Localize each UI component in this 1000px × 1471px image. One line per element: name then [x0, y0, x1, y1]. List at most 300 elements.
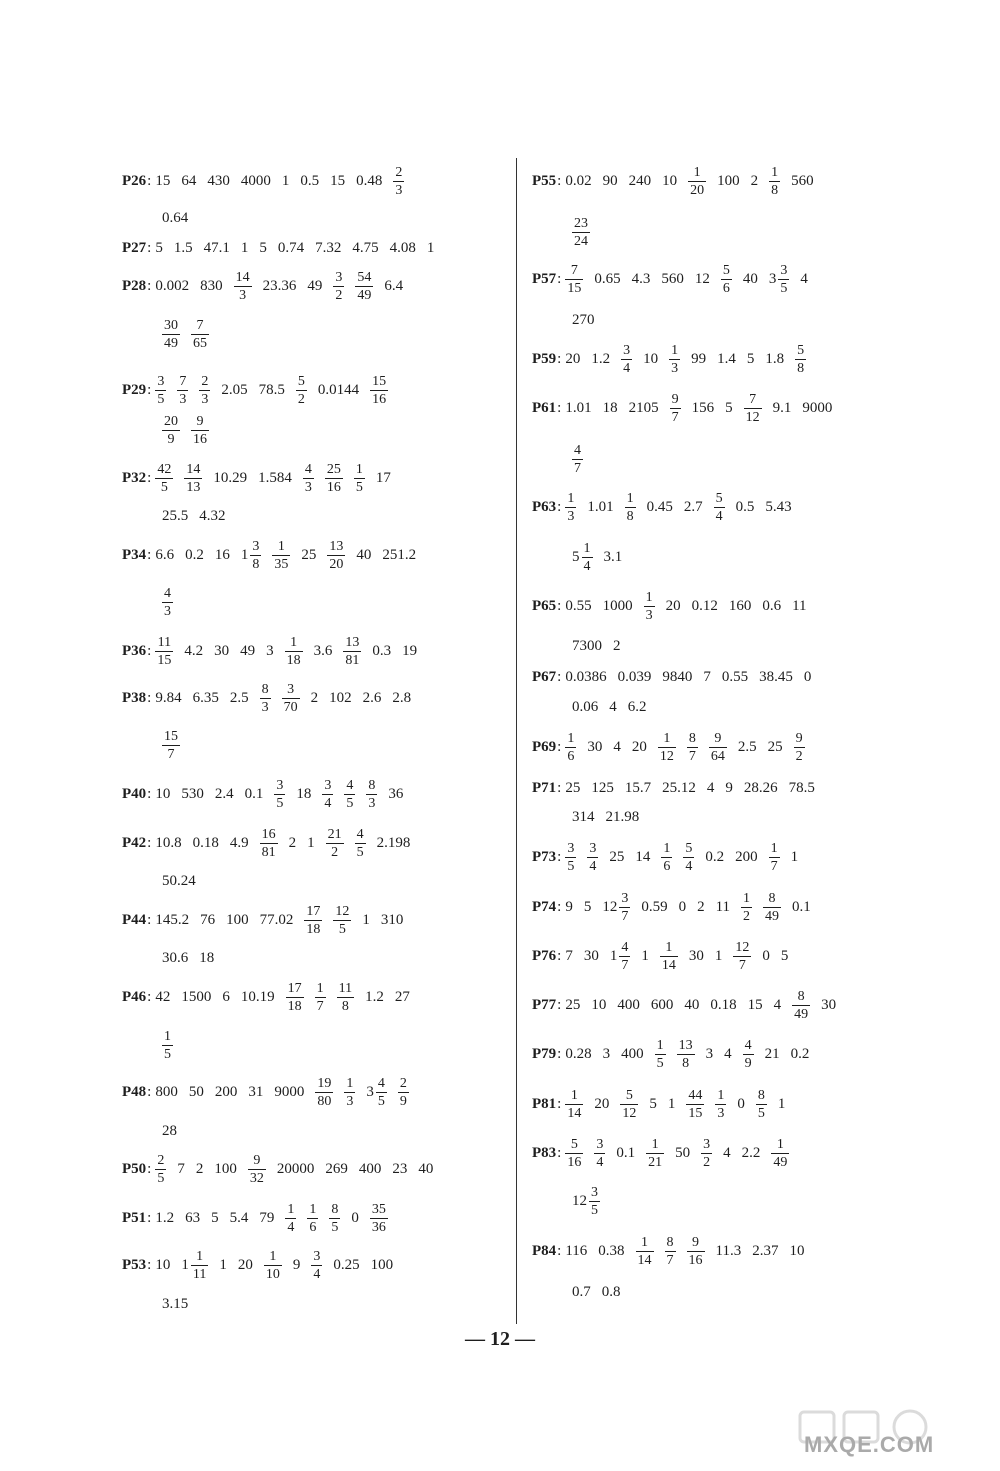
answer-value: 18	[296, 786, 312, 802]
answer-value: 125	[591, 780, 614, 796]
answer-value: 12	[694, 271, 710, 287]
numerator: 17	[287, 980, 302, 996]
numerator: 17	[306, 903, 321, 919]
answer-value: 40	[684, 997, 700, 1013]
answer-value: 19	[402, 643, 418, 659]
answer-value: 40	[356, 547, 372, 563]
answer-fraction	[621, 342, 632, 377]
answer-value: 15	[747, 997, 763, 1013]
numerator: 3	[621, 890, 629, 906]
answer-fraction	[587, 840, 598, 875]
answer-fraction	[191, 1248, 208, 1283]
answer-value: 4.2	[184, 643, 204, 659]
numerator: 1	[645, 589, 653, 605]
answer-value: 0.3	[372, 643, 392, 659]
label-colon: :	[557, 499, 562, 515]
label-colon: :	[147, 382, 152, 398]
answer-row-continuation	[122, 938, 225, 978]
answer-value: 30	[821, 997, 837, 1013]
answer-value: 21.98	[605, 809, 640, 825]
answer-fraction	[655, 1037, 666, 1072]
denominator: 4	[287, 1219, 295, 1235]
label-colon: :	[147, 835, 152, 851]
denominator: 2	[297, 391, 305, 407]
answer-value: 0.59	[641, 899, 668, 915]
numerator: 14	[186, 461, 201, 477]
answer-value: 0.06	[572, 699, 599, 715]
answer-fraction	[327, 538, 345, 573]
answer-fraction	[162, 585, 173, 620]
answer-value: 7	[565, 948, 573, 964]
answer-value: 0.6	[762, 598, 782, 614]
numerator: 5	[722, 262, 730, 278]
label-colon: :	[557, 1096, 562, 1112]
answer-value: 9.84	[155, 690, 182, 706]
answer-value: 100	[214, 1161, 237, 1177]
page-label: P34	[122, 547, 147, 563]
answer-row-p32	[122, 458, 402, 498]
answer-value: 0	[762, 948, 770, 964]
denominator: 5	[157, 391, 165, 407]
denominator: 9	[399, 1093, 407, 1109]
answer-row-p28	[122, 266, 414, 306]
denominator: 7	[671, 409, 679, 425]
numerator: 15	[372, 373, 387, 389]
numerator: 8	[331, 1201, 339, 1217]
answer-value: 2105	[628, 400, 659, 416]
answer-fraction	[326, 826, 344, 861]
numerator: 1	[656, 1037, 664, 1053]
answer-value: 5	[780, 948, 789, 964]
denominator: 6	[567, 748, 575, 764]
answer-value: 0.74	[277, 240, 305, 256]
answer-fraction	[370, 373, 388, 408]
answer-value: 530	[181, 786, 204, 802]
answer-value: 0	[351, 1210, 359, 1226]
numerator: 1	[567, 730, 575, 746]
answer-row-p61	[532, 388, 843, 428]
denominator: 16	[688, 1252, 703, 1268]
denominator: 12	[622, 1105, 637, 1121]
whole-part: 3	[768, 271, 777, 287]
denominator: 3	[346, 1093, 354, 1109]
answer-row-continuation	[532, 300, 606, 340]
answer-row-p84	[532, 1231, 816, 1271]
answer-value: 4.75	[352, 240, 379, 256]
answer-value: 1.584	[258, 470, 292, 486]
answer-value: 90	[602, 173, 618, 189]
denominator: 70	[283, 699, 298, 715]
answer-value: 5	[211, 1210, 219, 1226]
denominator: 8	[626, 508, 634, 524]
numerator: 2	[157, 1152, 165, 1168]
denominator: 3	[671, 360, 679, 376]
denominator: 7	[621, 908, 629, 924]
answer-value: 270	[572, 312, 595, 328]
page-label: P67	[532, 669, 557, 685]
numerator: 4	[377, 1075, 385, 1091]
page-label: P65	[532, 598, 557, 614]
denominator: 7	[770, 858, 778, 874]
answer-fraction	[304, 903, 322, 938]
answer-fraction	[792, 988, 810, 1023]
answer-value: 25	[565, 780, 581, 796]
numerator: 11	[338, 980, 353, 996]
numerator: 1	[693, 164, 701, 180]
answer-value: 4	[706, 780, 715, 796]
answer-value: 0.2	[705, 849, 725, 865]
numerator: 3	[157, 373, 165, 389]
answer-value: 3.15	[162, 1296, 189, 1312]
answer-fraction	[155, 461, 173, 496]
label-colon: :	[557, 669, 562, 685]
page-label: P29	[122, 382, 147, 398]
answer-value: 18	[199, 950, 215, 966]
answer-fraction	[677, 1037, 695, 1072]
numerator: 3	[589, 840, 597, 856]
answer-fraction	[398, 1075, 409, 1110]
numerator: 8	[666, 1234, 674, 1250]
answer-value: 1	[426, 240, 435, 256]
denominator: 3	[304, 479, 312, 495]
answer-fraction	[155, 1152, 166, 1187]
answer-value: 0.48	[356, 173, 383, 189]
answer-mixed-number	[366, 1072, 387, 1112]
answer-fraction	[191, 317, 209, 352]
denominator: 9	[744, 1055, 752, 1071]
answer-value: 0.039	[617, 669, 652, 685]
answer-fraction	[715, 1087, 726, 1122]
answer-fraction	[162, 1028, 173, 1063]
denominator: 5	[356, 844, 364, 860]
denominator: 12	[745, 409, 760, 425]
answer-value: 0.18	[192, 835, 219, 851]
label-colon: :	[147, 1210, 152, 1226]
answer-value: 20	[237, 1257, 253, 1273]
answer-value: 3	[266, 643, 274, 659]
answer-row-continuation	[122, 1284, 199, 1324]
answer-value: 1	[641, 948, 649, 964]
answer-value: 0.55	[565, 598, 592, 614]
numerator: 1	[567, 490, 575, 506]
answer-value: 20	[565, 351, 581, 367]
answer-value: 1.01	[565, 400, 592, 416]
numerator: 5	[297, 373, 305, 389]
label-colon: :	[147, 240, 152, 256]
answer-value: 2.198	[376, 835, 411, 851]
watermark-text: MXQE.COM	[804, 1432, 935, 1457]
label-colon: :	[557, 271, 562, 287]
label-colon: :	[557, 173, 562, 189]
label-colon: :	[557, 400, 562, 416]
answer-row-continuation	[122, 1111, 188, 1151]
answer-value: 10	[662, 173, 678, 189]
whole-part: 12	[602, 899, 618, 915]
answer-fraction	[733, 939, 751, 974]
label-colon: :	[147, 989, 152, 1005]
answer-value: 100	[226, 912, 249, 928]
answer-value: 2.8	[392, 690, 412, 706]
answer-row-p53	[122, 1245, 404, 1285]
answer-fraction	[565, 490, 576, 525]
answer-row-p27	[122, 228, 445, 268]
answer-value: 10.29	[213, 470, 248, 486]
label-colon: :	[557, 351, 562, 367]
answer-value: 310	[380, 912, 404, 928]
answer-value: 2.6	[362, 690, 382, 706]
answer-mixed-number	[241, 535, 262, 575]
numerator: 5	[685, 840, 693, 856]
answer-row-p81	[532, 1084, 796, 1124]
answer-fraction	[282, 681, 300, 716]
answer-value: 5	[155, 240, 163, 256]
answer-value: 15.7	[624, 780, 652, 796]
whole-part: 1	[609, 948, 618, 964]
numerator: 13	[678, 1037, 693, 1053]
answer-value: 40	[418, 1161, 434, 1177]
answer-fraction	[741, 890, 752, 925]
answer-row-p83	[532, 1133, 800, 1173]
answer-value: 100	[370, 1257, 394, 1273]
answer-fraction	[565, 840, 576, 875]
answer-fraction	[307, 1201, 318, 1236]
answer-value: 20	[665, 598, 681, 614]
numerator: 1	[570, 1087, 578, 1103]
page-number: — 12 —	[465, 1328, 535, 1350]
numerator: 3	[313, 1248, 321, 1264]
answer-row-p65	[532, 586, 818, 626]
answer-value: 0	[803, 669, 812, 685]
answer-row-p42	[122, 823, 421, 863]
answer-value: 6.4	[384, 278, 404, 294]
answer-value: 2.37	[752, 1243, 779, 1259]
answer-fraction	[565, 1087, 583, 1122]
answer-value: 49	[307, 278, 323, 294]
answer-value: 1	[281, 173, 290, 189]
denominator: 3	[179, 391, 187, 407]
denominator: 8	[252, 556, 260, 572]
answer-value: 42	[155, 989, 171, 1005]
page-label: P44	[122, 912, 147, 928]
numerator: 5	[797, 342, 805, 358]
denominator: 4	[589, 858, 597, 874]
denominator: 13	[186, 479, 201, 495]
answer-value: 9.1	[772, 400, 792, 416]
answer-value: 0.18	[710, 997, 737, 1013]
denominator: 11	[192, 1266, 207, 1282]
answer-row-p44	[122, 900, 414, 940]
answer-value: 6.35	[192, 690, 219, 706]
numerator: 7	[179, 373, 187, 389]
numerator: 16	[261, 826, 276, 842]
numerator: 3	[287, 681, 295, 697]
denominator: 4	[313, 1266, 321, 1282]
numerator: 3	[596, 1136, 604, 1152]
denominator: 4	[715, 508, 723, 524]
answer-value: 430	[207, 173, 230, 189]
answer-value: 830	[200, 278, 223, 294]
denominator: 18	[286, 652, 301, 668]
answer-value: 0.45	[646, 499, 673, 515]
denominator: 2	[795, 748, 803, 764]
numerator: 11	[157, 634, 172, 650]
numerator: 42	[157, 461, 172, 477]
answer-value: 77.02	[259, 912, 294, 928]
answer-fraction	[366, 777, 377, 812]
answer-value: 1	[667, 1096, 676, 1112]
answer-row-p40	[122, 774, 414, 814]
column-divider	[516, 158, 517, 1324]
label-colon: :	[147, 470, 152, 486]
numerator: 1	[626, 490, 634, 506]
answer-fraction	[636, 1234, 654, 1269]
answer-value: 6.2	[627, 699, 647, 715]
answer-value: 10.8	[155, 835, 182, 851]
page-label: P84	[532, 1243, 557, 1259]
answer-value: 5.4	[229, 1210, 249, 1226]
numerator: 1	[269, 1248, 277, 1264]
answer-value: 2	[613, 638, 621, 654]
page-label: P73	[532, 849, 557, 865]
numerator: 1	[287, 1201, 295, 1217]
numerator: 4	[304, 461, 312, 477]
numerator: 4	[621, 939, 629, 955]
answer-value: 1	[790, 849, 799, 865]
answer-value: 49	[240, 643, 256, 659]
answer-value: 0.7	[572, 1284, 591, 1300]
answer-value: 6.6	[155, 547, 175, 563]
numerator: 9	[671, 391, 679, 407]
numerator: 8	[261, 681, 269, 697]
denominator: 5	[780, 280, 788, 296]
answer-value: 1	[777, 1096, 786, 1112]
label-colon: :	[557, 1243, 562, 1259]
answer-value: 1.01	[587, 499, 614, 515]
label-colon: :	[557, 598, 562, 614]
answer-value: 5.43	[765, 499, 792, 515]
answer-value: 30	[688, 948, 704, 964]
answer-fraction	[260, 681, 271, 716]
answer-fraction	[669, 342, 680, 377]
denominator: 18	[287, 998, 302, 1014]
answer-value: 9840	[662, 669, 693, 685]
answer-fraction	[199, 373, 210, 408]
answer-value: 0.2	[790, 1046, 810, 1062]
answer-fraction	[286, 980, 304, 1015]
answer-fraction	[771, 1136, 789, 1171]
page-label: P46	[122, 989, 147, 1005]
denominator: 9	[167, 431, 175, 447]
answer-fraction	[285, 1201, 296, 1236]
answer-value: 116	[565, 1243, 588, 1259]
numerator: 4	[744, 1037, 752, 1053]
label-colon: :	[557, 948, 562, 964]
numerator: 1	[717, 1087, 725, 1103]
page-label: P69	[532, 739, 557, 755]
label-colon: :	[147, 1161, 152, 1177]
answer-fraction	[756, 1087, 767, 1122]
numerator: 2	[395, 164, 403, 180]
denominator: 3	[239, 287, 247, 303]
answer-value: 0.2	[185, 547, 204, 563]
numerator: 1	[665, 939, 673, 955]
denominator: 4	[583, 558, 591, 574]
answer-fraction	[778, 262, 789, 297]
numerator: 4	[574, 442, 581, 458]
numerator: 8	[768, 890, 776, 906]
answer-fraction	[162, 317, 180, 352]
answer-fraction	[721, 262, 732, 297]
answer-value: 15	[330, 173, 346, 189]
answer-value: 28	[162, 1123, 177, 1139]
answer-fraction	[354, 461, 365, 496]
answer-row-continuation	[122, 1025, 184, 1065]
answer-mixed-number	[602, 887, 630, 927]
page-label: P74	[532, 899, 557, 915]
numerator: 13	[329, 538, 344, 554]
answer-mixed-number	[769, 259, 790, 299]
answer-fraction	[769, 840, 780, 875]
answer-value: 400	[621, 1046, 644, 1062]
answer-value: 0.5	[735, 499, 755, 515]
numerator: 1	[290, 634, 298, 650]
answer-row-continuation	[122, 582, 184, 622]
answer-fraction	[337, 980, 354, 1015]
answer-value: 1	[240, 240, 249, 256]
answer-row-p46	[122, 977, 421, 1017]
answer-row-p74	[532, 887, 822, 927]
answer-fraction	[670, 391, 681, 426]
answer-value: 7300	[572, 638, 602, 654]
denominator: 64	[710, 748, 725, 764]
answer-mixed-number	[572, 537, 593, 577]
answer-value: 11	[715, 899, 731, 915]
denominator: 14	[567, 1105, 582, 1121]
answer-value: 25	[301, 547, 317, 563]
answer-value: 28.26	[743, 780, 778, 796]
page-label: P81	[532, 1096, 557, 1112]
answer-fraction	[393, 164, 404, 199]
answer-row-p59	[532, 339, 817, 379]
answer-value: 11	[792, 598, 807, 614]
answer-fraction	[665, 1234, 676, 1269]
answer-value: 0.64	[162, 210, 189, 226]
answer-value: 160	[728, 598, 752, 614]
answer-value: 50	[188, 1084, 204, 1100]
numerator: 9	[692, 1234, 700, 1250]
numerator: 1	[663, 840, 671, 856]
numerator: 14	[235, 269, 250, 285]
answer-value: 3.1	[603, 549, 623, 565]
answer-fraction	[688, 164, 706, 199]
answer-value: 17	[375, 470, 391, 486]
denominator: 14	[637, 1252, 652, 1268]
answer-value: 2	[195, 1161, 204, 1177]
answer-value: 4.08	[389, 240, 416, 256]
denominator: 2	[703, 1154, 711, 1170]
answer-row-p34	[122, 535, 427, 575]
answer-fraction	[714, 490, 725, 525]
denominator: 4	[623, 360, 631, 376]
answer-mixed-number	[572, 1181, 600, 1221]
answer-row-p77	[532, 985, 847, 1025]
label-colon: :	[147, 173, 152, 189]
page-label: P32	[122, 470, 147, 486]
answer-fraction	[315, 980, 326, 1015]
denominator: 15	[567, 280, 582, 296]
answer-fraction	[565, 730, 576, 765]
page-label: P27	[122, 240, 147, 256]
